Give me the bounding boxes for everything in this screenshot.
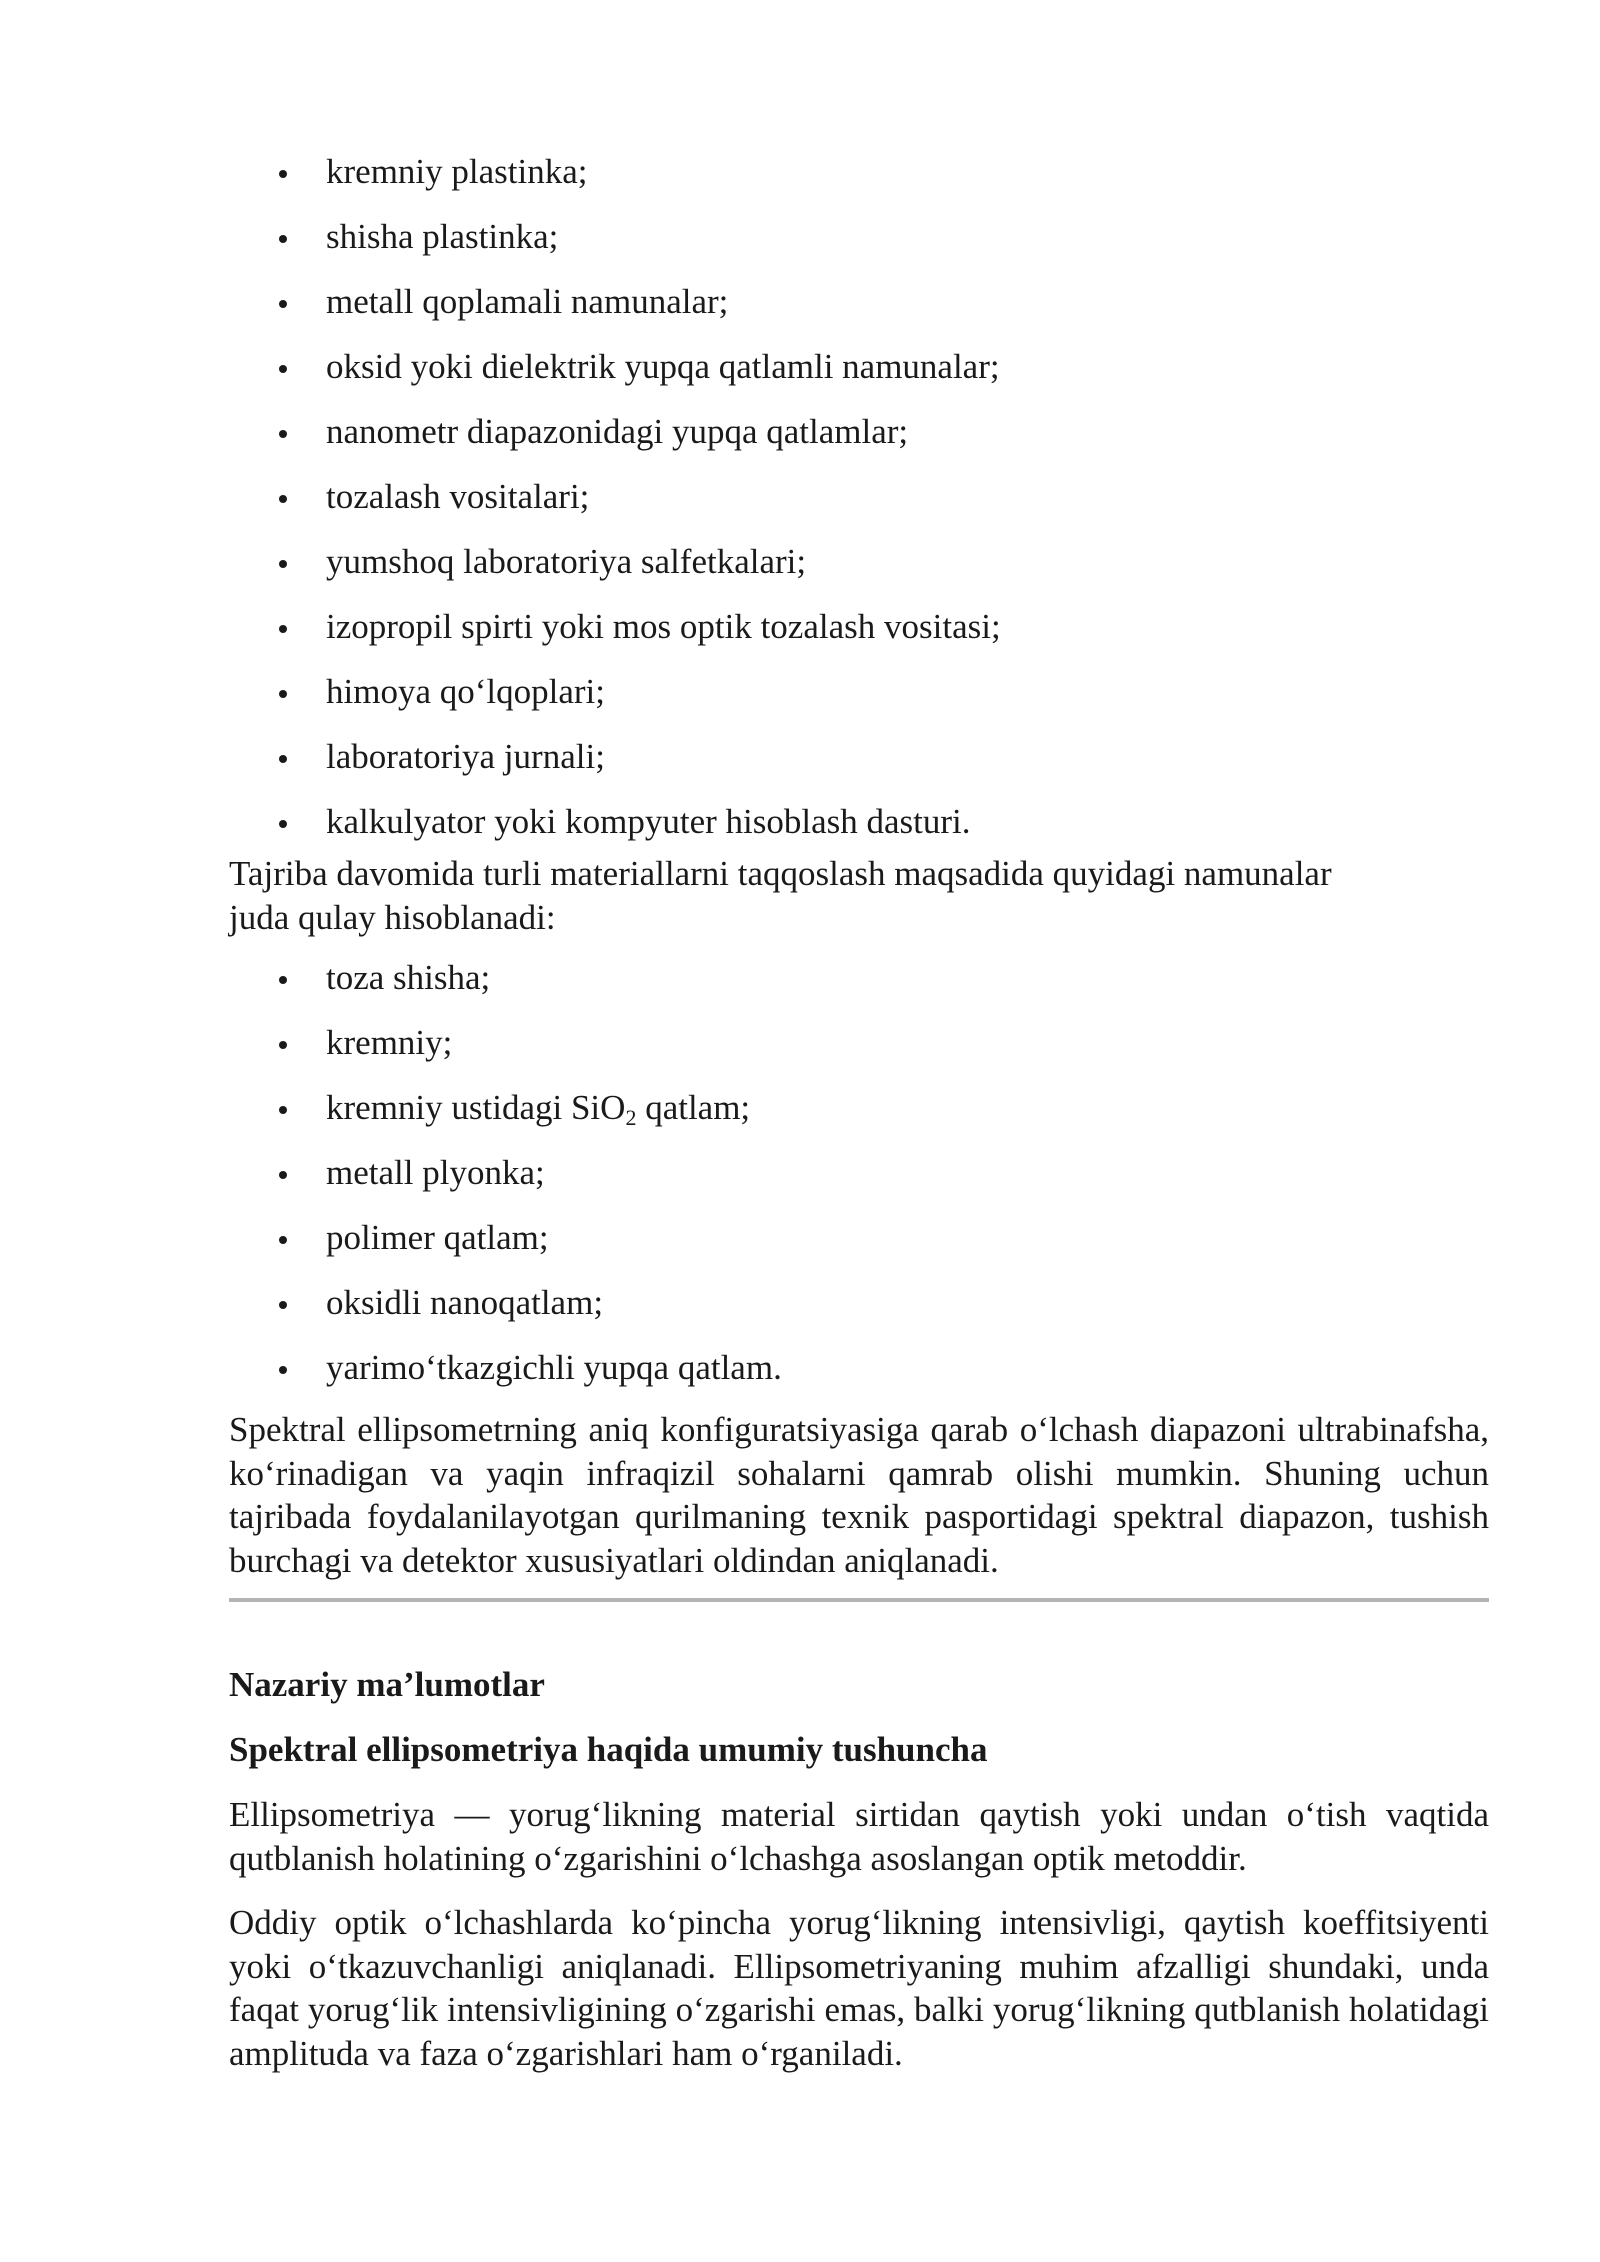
bullet-icon — [279, 755, 287, 763]
list-item: kalkulyator yoki kompyuter hisoblash dasturi. — [229, 800, 1489, 844]
bullet-icon — [279, 820, 287, 828]
list-item: himoya qo‘lqoplari; — [229, 670, 1489, 714]
list-item: yumshoq laboratoriya salfetkalari; — [229, 540, 1489, 584]
list-item: kremniy ustidagi SiO$_2$ qatlam; — [229, 1086, 1489, 1130]
list-item: kremniy; — [229, 1021, 1489, 1065]
section-heading: Nazariy ma’lumotlar — [229, 1665, 545, 1704]
bullet-icon — [279, 365, 287, 373]
spectral-range-paragraph: Spektral ellipsometrning aniq konfiguratsiyasiga qarab o‘lchash diapazoni ultrabinafsha, ko‘rinadigan va yaqin infraqizil sohalarni qamrab olishi mumkin. Shuning uchun tajribada foydalanilayotgan qurilmaning texnik pasportidagi spektral diapazon, tushish burchagi va detektor xususiyatlari oldindan aniqlanadi. — [229, 1410, 1489, 1580]
ellipsometry-advantage-paragraph: Oddiy optik o‘lchashlarda ko‘pincha yorug‘likning intensivligi, qaytish koeffitsiyenti yoki o‘tkazuvchanligi aniqlanadi. Ellipsometriyaning muhim afzalligi shundaki, unda faqat yorug‘lik intensivligining o‘zgarishi emas, balki yorug‘likning qutblanish holatidagi amplituda va faza o‘zgarishlari ham o‘rganiladi. — [229, 1903, 1489, 2073]
subsection-heading: Spektral ellipsometriya haqida umumiy tushuncha — [229, 1730, 988, 1769]
bullet-icon — [279, 625, 287, 633]
list-item: yarimo‘tkazgichli yupqa qatlam. — [229, 1346, 1489, 1390]
page-content — [229, 150, 1489, 2075]
equipment-list — [229, 150, 1489, 844]
bullet-icon — [279, 430, 287, 438]
bullet-icon — [279, 300, 287, 308]
list-item: metall plyonka; — [229, 1151, 1489, 1195]
list-item: shisha plastinka; — [229, 215, 1489, 259]
bullet-icon — [279, 1171, 287, 1179]
list-item: laboratoriya jurnali; — [229, 735, 1489, 779]
bullet-icon — [279, 495, 287, 503]
intro-line-2: juda qulay hisoblanadi: — [229, 897, 556, 937]
bullet-icon — [279, 560, 287, 568]
bullet-icon — [279, 1041, 287, 1049]
bullet-icon — [279, 170, 287, 178]
list-item: kremniy plastinka; — [229, 150, 1489, 194]
bullet-icon — [279, 1301, 287, 1309]
list-item: toza shisha; — [229, 956, 1489, 1000]
subscript: 2 — [625, 1105, 637, 1130]
ellipsometry-definition-paragraph: Ellipsometriya — yorug‘likning material sirtidan qaytish yoki undan o‘tish vaqtida qutblanish holatining o‘zgarishini o‘lchashga asoslangan optik metoddir. — [229, 1795, 1489, 1878]
list-item: metall qoplamali namunalar; — [229, 280, 1489, 324]
bullet-icon — [279, 976, 287, 984]
list-item: oksidli nanoqatlam; — [229, 1281, 1489, 1325]
intro-line-1: Tajriba davomida turli materiallarni taqqoslash maqsadida quyidagi namunalar — [229, 854, 1332, 893]
list-item: nanometr diapazonidagi yupqa qatlamlar; — [229, 410, 1489, 454]
list-item: tozalash vositalari; — [229, 475, 1489, 519]
intro-paragraph — [229, 852, 1489, 939]
bullet-icon — [279, 1366, 287, 1374]
list-item: polimer qatlam; — [229, 1216, 1489, 1260]
bullet-icon — [279, 235, 287, 243]
section-divider — [229, 1598, 1489, 1602]
list-item: oksid yoki dielektrik yupqa qatlamli namunalar; — [229, 345, 1489, 389]
list-item: izopropil spirti yoki mos optik tozalash vositasi; — [229, 605, 1489, 649]
bullet-icon — [279, 690, 287, 698]
bullet-icon — [279, 1236, 287, 1244]
bullet-icon — [279, 1106, 287, 1114]
sample-list — [229, 956, 1489, 1390]
